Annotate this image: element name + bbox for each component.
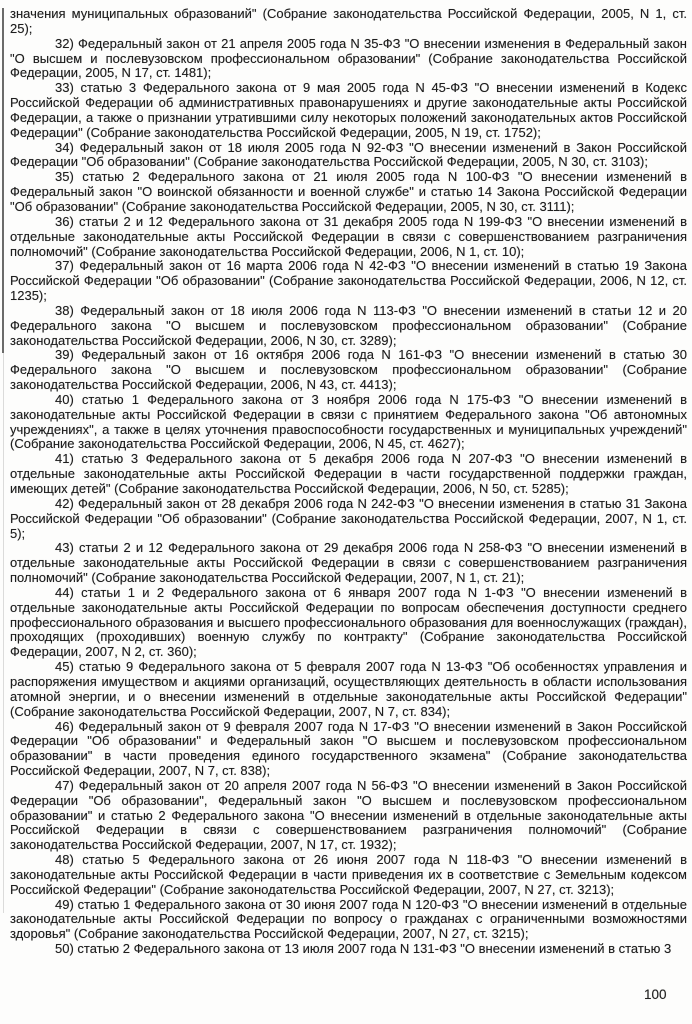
paragraph: 40) статью 1 Федерального закона от 3 ноября 2006 года N 175-ФЗ "О внесении изменений в законодательные акты Российской Федерации в связи с принятием Федерального закона "Об автономных учреждениях", а также в целях уточнения правоспособности государственных и муниципальных учреждений" (Собрание законодательства Российской Федерации, 2006, N 45, ст. 4627); xyxy=(10,391,687,452)
paragraph: 46) Федеральный закон от 9 февраля 2007 года N 17-ФЗ "О внесении изменений в Закон Российской Федерации "Об образовании" и Федеральный закон "О высшем и послевузовском профессиональном образовании" в части проведения единого государственного экзамена" (Собрание законодательства Российской Федерации, 2007, N 7, ст. 838); xyxy=(10,718,687,779)
paragraph: 43) статьи 2 и 12 Федерального закона от 29 декабря 2006 года N 258-ФЗ "О внесении изменений в отдельные законодательные акты Российской Федерации в связи с совершенствованием разграничения полномочий" (Собрание законодательства Российской Федерации, 2007, N 1, ст. 21); xyxy=(10,540,687,586)
paragraph: 45) статью 9 Федерального закона от 5 февраля 2007 года N 13-ФЗ "Об особенностях управления и распоряжения имуществом и акциями организаций, осуществляющих деятельность в области использования атомной энергии, и о внесении изменений в отдельные законодательные акты Российской Федерации" (Собрание законодательства Российской Федерации, 2007, N 7, ст. 834); xyxy=(10,659,687,719)
paragraph: 33) статью 3 Федерального закона от 9 мая 2005 года N 45-ФЗ "О внесении изменений в Кодекс Российской Федерации об административных правонарушениях и другие законодательные акты Российской Федерации, а также о признании утратившими силу некоторых положений законодательных актов Российской Федерации" (Собрание законодательства Российской Федерации, 2005, N 19, ст. 1752); xyxy=(10,80,687,140)
paragraph: 41) статью 3 Федерального закона от 5 декабря 2006 года N 207-ФЗ "О внесении изменений в отдельные законодательные акты Российской Федерации в части государственной поддержки граждан, имеющих детей" (Собрание законодательства Российской Федерации, 2006, N 50, ст. 5285); xyxy=(10,451,687,496)
scan-artifact-left-line-faint xyxy=(3,353,4,913)
paragraph: 38) Федеральный закон от 18 июля 2006 года N 113-ФЗ "О внесении изменений в статьи 12 и 20 Федерального закона "О высшем и послевузовском профессиональном образовании" (Собрание законодательства Российской Федерации, 2006, N 30, ст. 3289); xyxy=(10,302,687,348)
page-number: 100 xyxy=(644,987,667,1002)
paragraph: 32) Федеральный закон от 21 апреля 2005 года N 35-ФЗ "О внесении изменения в Федеральный закон "О высшем и послевузовском профессиональном образовании" (Собрание законодательства Российской Федерации, 2005, N 17, ст. 1481); xyxy=(10,35,687,81)
paragraph: 34) Федеральный закон от 18 июля 2005 года N 92-ФЗ "О внесении изменений в Закон Российской Федерации "Об образовании" (Собрание законодательства Российской Федерации, 2005, N 30, ст. 3103); xyxy=(10,139,687,170)
paragraph: 48) статью 5 Федерального закона от 26 июня 2007 года N 118-ФЗ "О внесении изменений в законодательные акты Российской Федерации в части приведения их в соответствие с Земельным кодексом Российской Федерации" (Собрание законодательства Российской Федерации, 2007, N 27, ст. 3213); xyxy=(10,852,687,897)
paragraph: 35) статью 2 Федерального закона от 21 июля 2005 года N 100-ФЗ "О внесении изменений в Федеральный закон "О воинской обязанности и военной службе" и статью 14 Закона Российской Федерации "Об образовании" (Собрание законодательства Российской Федерации, 2005, N 30, ст. 3111); xyxy=(10,169,687,214)
paragraph: 50) статью 2 Федерального закона от 13 июля 2007 года N 131-ФЗ "О внесении изменений в статью 3 xyxy=(55,941,672,957)
paragraph: 47) Федеральный закон от 20 апреля 2007 года N 56-ФЗ "О внесении изменений в Закон Российской Федерации "Об образовании", Федеральный закон "О высшем и послевузовском профессиональном образовании" и статью 2 Федерального закона "О внесении изменений в отдельные законодательные акты Российской Федерации в связи с совершенствованием разграничения полномочий" (Собрание законодательства Российской Федерации, 2007, N 17, ст. 1932); xyxy=(10,777,687,853)
paragraph: 39) Федеральный закон от 16 октября 2006 года N 161-ФЗ "О внесении изменений в статью 30 Федерального закона "О высшем и послевузовском профессиональном образовании" (Собрание законодательства Российской Федерации, 2006, N 43, ст. 4413); xyxy=(10,347,687,393)
document-body xyxy=(10,7,687,957)
scan-artifact-left-line xyxy=(2,8,4,353)
paragraph: 49) статью 1 Федерального закона от 30 июня 2007 года N 120-ФЗ "О внесении изменений в отдельные законодательные акты Российской Федерации по вопросу о гражданах с ограниченными возможностями здоровья" (Собрание законодательства Российской Федерации, 2007, N 27, ст. 3215); xyxy=(10,896,687,942)
paragraph: 42) Федеральный закон от 28 декабря 2006 года N 242-ФЗ "О внесении изменения в статью 31 Закона Российской Федерации "Об образовании" (Собрание законодательства Российской Федерации, 2007, N 1, ст. 5); xyxy=(10,495,687,541)
paragraph: значения муниципальных образований" (Собрание законодательства Российской Федерации, 2005, N 1, ст. 25); xyxy=(10,6,687,36)
paragraph: 36) статьи 2 и 12 Федерального закона от 31 декабря 2005 года N 199-ФЗ "О внесении изменений в отдельные законодательные акты Российской Федерации в связи с совершенствованием разграничения полномочий" (Собрание законодательства Российской Федерации, 2006, N 1, ст. 10); xyxy=(10,213,687,259)
paragraph: 37) Федеральный закон от 16 марта 2006 года N 42-ФЗ "О внесении изменений в статью 19 Закона Российской Федерации "Об образовании" (Собрание законодательства Российской Федерации, 2006, N 12, ст. 1235); xyxy=(10,258,687,304)
paragraph: 44) статьи 1 и 2 Федерального закона от 6 января 2007 года N 1-ФЗ "О внесении изменений в отдельные законодательные акты Российской Федерации по вопросам обеспечения доступности среднего профессионального образования и высшего профессионального образования для военнослужащих (граждан), проходящих (проходивших) военную службу по контракту" (Собрание законодательства Российской Федерации, 2007, N 2, ст. 360); xyxy=(10,584,687,660)
